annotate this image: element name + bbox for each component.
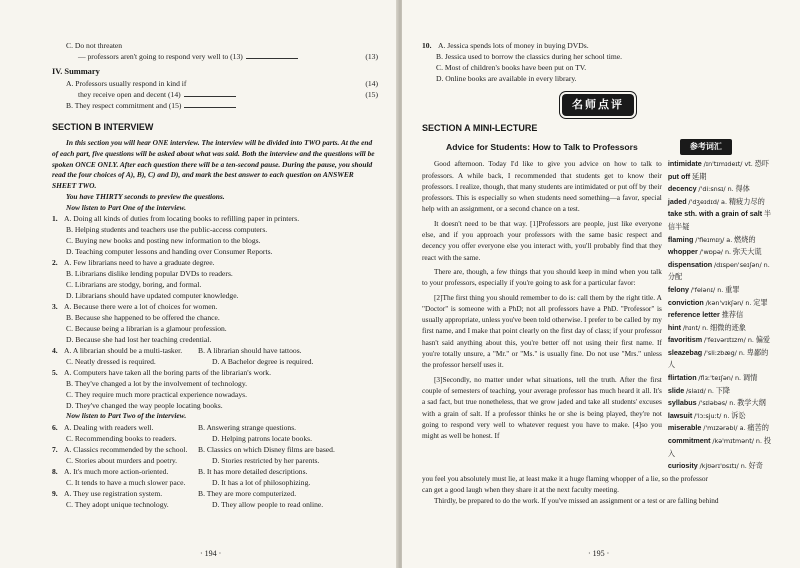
question-3[interactable]: 3. A. Because there were a lot of choices for women. [52,302,218,312]
list-item: — professors aren't going to respond very well to (13) (13) [78,52,378,61]
list-item: A. Professors usually respond in kind if (14) [66,79,378,89]
question-10[interactable]: 10. A. Jessica spends lots of money in buying DVDs. [422,41,589,50]
summary-heading: IV. Summary [52,67,100,76]
left-page [0,0,398,568]
option[interactable]: B. Helping students and teachers use the public-access computers. [66,225,268,235]
option[interactable]: C. Because being a librarian is a glamour profession. [66,324,227,334]
option[interactable]: C. Buying new books and posting new information to the blogs. [66,236,261,246]
vocab-item: curiosity /kjʊərɪ'ɒsɪtɪ/ n. 好奇 [667,461,763,471]
question-6[interactable]: 6. A. Dealing with readers well. B. Answering strange questions. [52,423,297,433]
option[interactable]: D. Librarians should have updated computer knowledge. [66,291,239,301]
instructions: spoken ONCE ONLY. After each question there will be a ten-second pause. During the pause, you should [52,159,373,169]
lecture-text [422,139,662,473]
paragraph: Good afternoon. Today I'd like to give you advice on how to talk to professors. A while back, I recommended that students get to know their professors. I realize, though, that many students are intimidated or put off by their professors. This is especially so when students need something—a favor, special help with an assignment, or a second chance on a test. [422,159,662,214]
option[interactable]: D. Because she had lost her teaching credential. [66,335,212,345]
paragraph-line: you feel you absolutely must lie, at least make it a huge flaming whopper of a lie, so the professor [422,473,708,483]
paragraph-line: can get a good laugh when they share it at the next faculty meeting. [422,485,619,495]
question-4-row2[interactable]: C. Neatly dressed is required. D. A Bachelor degree is required. [66,357,314,367]
vocab-item: flirtation /flɜː'teɪʃən/ n. 调情 [667,373,758,383]
commentary-badge: 名师点评 [562,94,634,116]
vocab-item: put off 延期 [667,171,707,181]
article-title: Advice for Students: How to Talk to Professors [446,141,638,152]
section-title: SECTION B INTERVIEW [52,122,154,133]
section-title: SECTION A MINI-LECTURE [422,122,538,133]
vocab-item: reference letter 推荐信 [667,310,744,320]
right-page [402,0,800,568]
answer-blank[interactable] [246,58,298,59]
option[interactable]: C. They require much more practical experience nowadays. [66,390,247,400]
question-9[interactable]: 9. A. They use registration system. B. They are more computerized. [52,489,297,499]
option[interactable]: B. They've changed a lot by the involvement of technology. [66,379,248,389]
vocab-item: whopper /'wɒpə/ n. 弥天大谎 [667,247,762,257]
vocabulary-sidebar [668,139,774,473]
question-9-row2[interactable]: C. They adopt unique technology. D. They allow people to read online. [66,500,324,510]
question-6-row2[interactable]: C. Recommending books to readers. D. Helping patrons locate books. [66,434,312,444]
vocab-item: jaded /'dʒeɪdɪd/ a. 精疲力尽的 [667,196,765,206]
option[interactable]: B. Librarians dislike lending popular DVDs to readers. [66,269,233,279]
question-7[interactable]: 7. A. Classics recommended by the school. B. Classics on which Disney films are based. [52,445,335,455]
vocab-item: intimidate /ɪn'tɪmɪdeɪt/ vt. 恐吓 [667,158,769,168]
instructions: of each part, five questions will be asked about what was said. Both the interview and the questions will be [52,148,375,158]
vocabulary-list [668,158,774,473]
answer-blank[interactable] [184,96,236,97]
vocab-item: take sth. with a grain of salt 半信半疑 [667,209,772,231]
paragraph: [2]The first thing you should remember to do is: call them by the right title. A "Doctor" is someone with a PhD; not all professors have a PhD. "Professor" is usually appropriate, unless you've been told otherwise. I prefer to be called by my first name, and I make that point clearly on the first day of class; if your professor hasn't said anything about this, you're better off not using their first name. If you're totally unsure, a "Mr." or "Ms." is usually fine. Do not use "Mrs." unless the professor herself uses it. [422,292,662,370]
vocab-item: conviction /kən'vɪkʃən/ n. 定罪 [667,297,768,307]
vocab-item: lawsuit /'lɔːsjuːt/ n. 诉讼 [667,410,746,420]
paragraph: [3]Secondly, no matter under what situations, tell the truth. After the first couple of semesters of teaching, your average professor has much heard it all. It's a sad fact, but true nonetheless, that we grow jaded and take all students' excuses with a grain of salt. If a professor thinks he or she is being played, they're not going to respond very well to whatever request you have to make. [4]so you might as well be honest. If [422,374,662,441]
option[interactable]: D. They've changed the way people locating books. [66,401,223,411]
question-2[interactable]: 2. A. Few librarians need to have a graduate degree. [52,258,215,268]
question-7-row2[interactable]: C. Stories about murders and poetry. D. Stories restricted by her parents. [66,456,320,466]
instructions: read the four choices of A), B), C) and D), and mark the best answer to each question on ANSWER [52,170,354,180]
vocabulary-title: 参考词汇 [680,139,732,155]
vocab-item: hint /hɪnt/ n. 细微的迹象 [667,322,746,332]
vocab-item: syllabus /'sɪləbəs/ n. 教学大纲 [667,398,766,408]
page-number: · 195 · [588,549,610,559]
list-item: they receive open and decent (14) (15) [78,90,378,100]
vocab-item: sleazebag /'sli:zbæg/ n. 卑鄙的人 [667,347,769,370]
time-note: You have THIRTY seconds to preview the questions. [66,191,225,201]
instructions: SHEET TWO. [52,181,97,191]
option[interactable]: B. Jessica used to borrow the classics during her school time. [436,52,623,61]
list-item: C. Do not threaten [66,41,123,50]
vocab-item: decency /'di:snsɪ/ n. 得体 [667,184,750,194]
question-1[interactable]: 1. A. Doing all kinds of duties from locating books to refilling paper in printers. [52,214,300,224]
part-two-note: Now listen to Part Two of the interview. [66,411,187,421]
paragraph-line: Thirdly, be prepared to do the work. If you've missed an assignment or a test or are falling behind [434,496,719,506]
list-item: B. They respect commitment and (15) [52,100,378,111]
vocab-item: felony /'felənɪ/ n. 重罪 [667,284,740,294]
vocab-item: commitment /kə'mɪtmənt/ n. 投入 [667,436,772,458]
part-one-note: Now listen to Part One of the interview. [66,202,187,212]
option[interactable]: B. Because she happened to be offered the chance. [66,313,220,323]
option[interactable]: C. Librarians are stodgy, boring, and formal. [66,280,202,290]
option[interactable]: C. Most of children's books have been put on TV. [436,63,587,72]
paragraph: It doesn't need to be that way. [1]Professors are people, just like everyone else, and if you approach your professors with the same basic respect and decency you offer everyone else you interact with, you'll probably find that they react with the same. [422,218,662,262]
instructions: In this section you will hear ONE interview. The interview will be divided into TWO parts. At the end [66,138,373,148]
answer-blank[interactable] [184,107,236,108]
page-number: · 194 · [200,549,222,559]
paragraph: There are, though, a few things that you should keep in mind when you talk to your professors, especially if you're going to ask for a particular favor: [422,266,662,288]
option[interactable]: D. Teaching computer lessons and handing over Consumer Reports. [66,247,273,257]
vocab-item: flaming /'fleɪmɪŋ/ a. 燃烧的 [667,234,756,244]
question-4[interactable]: 4. A. A librarian should be a multi-tasker. B. A librarian should have tattoos. [52,346,302,356]
vocab-item: slide /slaɪd/ n. 下降 [667,385,731,395]
vocab-item: favoritism /'feɪvərɪtɪzm/ n. 偏爱 [667,335,771,345]
vocab-item: miserable /'mɪzərəbl/ a. 痛苦的 [667,423,769,433]
vocab-item: dispensation /dɪspen'seɪʃən/ n. 分配 [667,259,770,282]
question-8-row2[interactable]: C. It tends to have a much slower pace. D. It has a lot of philosophizing. [66,478,311,488]
question-5[interactable]: 5. A. Computers have taken all the boring parts of the librarian's work. [52,368,271,378]
question-8[interactable]: 8. A. It's much more action-oriented. B. It has more detailed descriptions. [52,467,308,477]
option[interactable]: D. Online books are available in every library. [436,74,577,83]
